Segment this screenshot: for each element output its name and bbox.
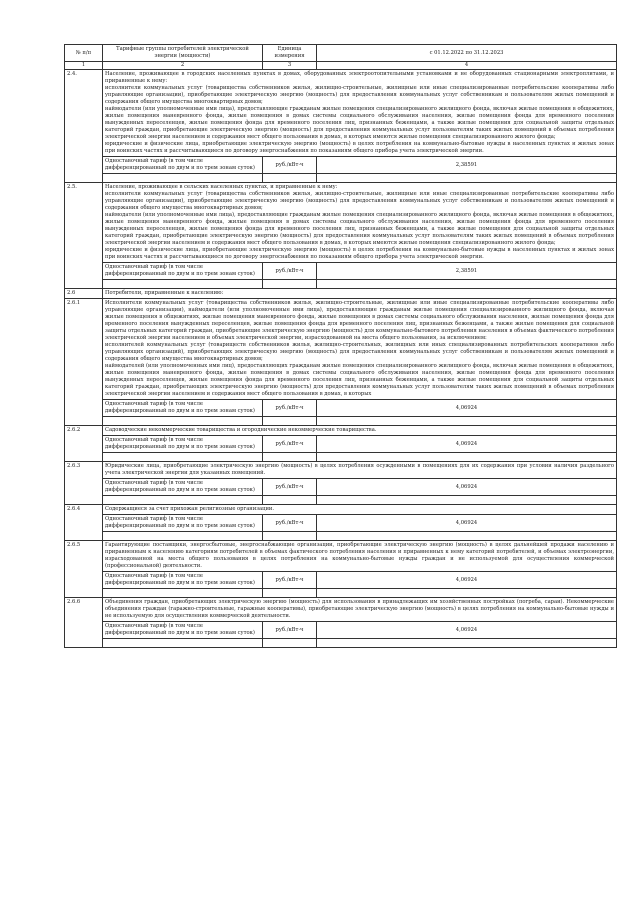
tariff-table xyxy=(64,44,617,648)
section-description xyxy=(103,299,617,400)
spacer-row xyxy=(65,496,617,505)
spacer-row xyxy=(65,532,617,541)
tariff-value: 4,06924 xyxy=(317,479,617,496)
description-paragraph: наймодатели (или уполномоченные ими лица), предоставляющие гражданам жилые помещения специализированного жилищного фонда, включая жилые помещения в общежитиях, жилые помещения маневренного фонда, жилые помещения в домах системы социального обслуживания населения, жилые помещения фонда для временного поселения вынужденных переселенцев, жилые помещения фонда для временного поселения лиц, признанных беженцами, а также жилые помещения для социальной защиты отдельных категорий граждан, приобретающие электрическую энергию (мощность) для предоставления коммунальных услуг пользователям таких жилых помещений в объемах потребления электрической энергии населением и содержания мест общего пользования в домах, в которых имеются жилые помещения специализированного жилого фонда; xyxy=(105,212,614,246)
description-paragraph: наймодателей (или уполномоченных ими лиц), предоставляющих гражданам жилые помещения специализированного жилищного фонда, включая жилые помещения в общежитиях, жилые помещения маневренного фонда, жилые помещения в домах системы социального обслуживания населения, жилые помещения фонда для временного поселения вынужденных переселенцев, жилые помещения фонда для временного поселения лиц, признанных беженцами, а также жилые помещения для социальной защиты отдельных категорий граждан, приобретающих электрическую энергию (мощность) для предоставления коммунальных услуг пользователям таких жилых помещений в объемах потребления электрической энергии населением и содержания мест общего пользования в домах, в которых xyxy=(105,363,614,397)
tariff-table-body xyxy=(65,45,617,648)
spacer-cell xyxy=(317,280,617,289)
spacer-cell xyxy=(317,417,617,426)
section-number: 2.4. xyxy=(65,70,103,183)
tariff-row xyxy=(65,436,617,453)
tariff-value: 4,06924 xyxy=(317,436,617,453)
tariff-name: Одноставочный тариф (в том числе дифференцированный по двум и по трем зонам суток) xyxy=(103,515,263,532)
spacer-cell xyxy=(103,453,263,462)
section-description-row xyxy=(65,462,617,479)
section-description xyxy=(103,426,617,436)
description-paragraph: Садоводческие некоммерческие товарищества и огороднические некоммерческие товарищества. xyxy=(105,427,377,433)
tariff-unit: руб./кВт·ч xyxy=(263,622,317,639)
tariff-name: Одноставочный тариф (в том числе дифференцированный по двум и по трем зонам суток) xyxy=(103,436,263,453)
description-paragraph: Гарантирующие поставщики, энергосбытовые, энергоснабжающие организации, приобретающие электрическую энергию (мощность) в целях дальнейшей продажи населению и приравненным к населению категориям потребителей в объемах фактического потребления населения и приравненных к нему категорий потребителей, и объемах электроэнергии, израсходованной на места общего пользования в целях потребления на коммунально-бытовые нужды граждан и не используемой для осуществления коммерческой (профессиональной) деятельности. xyxy=(105,542,614,569)
tariff-name: Одноставочный тариф (в том числе дифференцированный по двум и по трем зонам суток) xyxy=(103,622,263,639)
spacer-cell xyxy=(263,532,317,541)
spacer-cell xyxy=(103,532,263,541)
section-description-row xyxy=(65,541,617,572)
table-header-row xyxy=(65,45,617,62)
section-description-row xyxy=(65,426,617,436)
tariff-value: 4,06924 xyxy=(317,515,617,532)
section-number: 2.6.1 xyxy=(65,299,103,426)
tariff-value: 2,38591 xyxy=(317,263,617,280)
tariff-value: 2,38591 xyxy=(317,157,617,174)
tariff-row xyxy=(65,572,617,589)
tariff-unit: руб./кВт·ч xyxy=(263,572,317,589)
section-description-row xyxy=(65,70,617,157)
tariff-unit: руб./кВт·ч xyxy=(263,515,317,532)
description-paragraph: Исполнители коммунальных услуг (товарищества собственников жилья, жилищно-строительные, жилищные или иные специализированные потребительские кооперативы либо управляющие организации), наймодатели (или уполномоченные ими лица), предоставляющие гражданам жилые помещения специализированного жилищного фонда, включая жилые помещения в общежитиях, жилые помещения маневренного фонда, жилые помещения в домах системы социального обслуживания населения, жилые помещения фонда для временного поселения вынужденных переселенцев, жилые помещения фонда для временного поселения лиц, признанных беженцами, а также жилые помещения для социальной защиты отдельных категорий граждан, приобретающие электрическую энергию (мощность) для коммунально-бытового потребления населения в объемах фактического потребления электрической энергии населением и объемах электрической энергии, израсходованной на места общего пользования, за исключением: xyxy=(105,300,614,341)
column-index: 3 xyxy=(263,62,317,70)
section-number: 2.6 xyxy=(65,289,103,299)
description-paragraph: юридические и физические лица, приобретающие электрическую энергию (мощность) в целях потребления на коммунально-бытовые нужды в населенных пунктах и жилых зонах при воинских частях и рассчитывающиеся по договору энергоснабжения по показаниям общего прибора учета электрической энергии. xyxy=(105,141,614,154)
section-heading-row xyxy=(65,289,617,299)
spacer-cell xyxy=(317,639,617,648)
tariff-unit: руб./кВт·ч xyxy=(263,436,317,453)
spacer-cell xyxy=(103,174,263,183)
tariff-name: Одноставочный тариф (в том числе дифференцированный по двум и по трем зонам суток) xyxy=(103,572,263,589)
spacer-cell xyxy=(263,496,317,505)
tariff-row xyxy=(65,515,617,532)
spacer-cell xyxy=(263,174,317,183)
spacer-cell xyxy=(103,589,263,598)
spacer-cell xyxy=(317,532,617,541)
spacer-cell xyxy=(317,174,617,183)
spacer-cell xyxy=(263,453,317,462)
tariff-name: Одноставочный тариф (в том числе дифференцированный по двум и по трем зонам суток) xyxy=(103,263,263,280)
description-paragraph: исполнителей коммунальных услуг (товариществ собственников жилья, жилищно-строительных, жилищных или иных специализированных потребительских кооперативов либо управляющих организаций), приобретающих электрическую энергию (мощность) для предоставления коммунальных услуг собственникам и пользователям жилых помещений и содержания общего имущества многоквартирных домов; xyxy=(105,342,614,362)
section-number: 2.6.6 xyxy=(65,598,103,648)
section-description xyxy=(103,462,617,479)
tariff-row xyxy=(65,157,617,174)
spacer-cell xyxy=(317,453,617,462)
description-paragraph: юридические и физические лица, приобретающие электрическую энергию (мощность) в целях потребления на коммунально-бытовые нужды в населенных пунктах и жилых зонах при воинских частях и рассчитывающиеся по договору энергоснабжения по показаниям общего прибора учета электрической энергии. xyxy=(105,247,614,260)
column-index: 1 xyxy=(65,62,103,70)
spacer-row xyxy=(65,453,617,462)
spacer-row xyxy=(65,280,617,289)
tariff-row xyxy=(65,400,617,417)
tariff-unit: руб./кВт·ч xyxy=(263,263,317,280)
section-description xyxy=(103,183,617,263)
description-paragraph: исполнители коммунальных услуг (товарищества собственников жилья, жилищно-строительные, жилищные или иные специализированные потребительские кооперативы либо управляющие организации), приобретающие электрическую энергию (мощность) для предоставления коммунальных услуг собственникам и пользователям жилых помещений и содержания общего имущества многоквартирных домов; xyxy=(105,191,614,211)
section-number: 2.5. xyxy=(65,183,103,289)
tariff-row xyxy=(65,479,617,496)
spacer-cell xyxy=(317,496,617,505)
column-index-row xyxy=(65,62,617,70)
header-num: № п/п xyxy=(65,45,103,62)
tariff-name: Одноставочный тариф (в том числе дифференцированный по двум и по трем зонам суток) xyxy=(103,479,263,496)
section-number: 2.6.5 xyxy=(65,541,103,598)
description-paragraph: Юридические лица, приобретающие электрическую энергию (мощность) в целях потребления осужденными в помещениях для их содержания при условии наличия раздельного учета электрической энергии для указанных помещений. xyxy=(105,463,614,476)
spacer-cell xyxy=(103,496,263,505)
section-heading: Потребители, приравненные к населению: xyxy=(103,289,617,299)
tariff-unit: руб./кВт·ч xyxy=(263,157,317,174)
header-unit: Единица измерения xyxy=(263,45,317,62)
tariff-name: Одноставочный тариф (в том числе дифференцированный по двум и по трем зонам суток) xyxy=(103,400,263,417)
tariff-value: 4,06924 xyxy=(317,400,617,417)
description-paragraph: исполнители коммунальных услуг (товарищества собственников жилья, жилищно-строительные, жилищные или иные специализированные потребительские кооперативы либо управляющие организации), приобретающие электрическую энергию (мощность) для предоставления коммунальных услуг собственникам и пользователям жилых помещений и содержания общего имущества многоквартирных домов; xyxy=(105,85,614,105)
spacer-row xyxy=(65,589,617,598)
spacer-cell xyxy=(263,639,317,648)
section-description xyxy=(103,598,617,622)
spacer-row xyxy=(65,639,617,648)
section-description-row xyxy=(65,505,617,515)
description-paragraph: Население, проживающее в городских населенных пунктах в домах, оборудованных электроотопительными установками и не оборудованных стационарными электроплитами, и приравненные к нему: xyxy=(105,71,614,84)
tariff-unit: руб./кВт·ч xyxy=(263,400,317,417)
spacer-cell xyxy=(103,280,263,289)
tariff-value: 4,06924 xyxy=(317,572,617,589)
section-number: 2.6.4 xyxy=(65,505,103,541)
description-paragraph: Объединения граждан, приобретающих электрическую энергию (мощность) для использования в принадлежащих им хозяйственных постройках (погреба, сараи). Некоммерческие объединения граждан (гаражно-строительные, гаражные кооперативы), приобретающие электрическую энергию (мощность) в целях потребления на коммунально-бытовые нужды и не используемую для осуществления коммерческой деятельности. xyxy=(105,599,614,619)
section-description xyxy=(103,505,617,515)
header-period: с 01.12.2022 по 31.12.2023 xyxy=(317,45,617,62)
description-paragraph: наймодатели (или уполномоченные ими лица), предоставляющие гражданам жилые помещения специализированного жилищного фонда, включая жилые помещения в общежитиях, жилые помещения маневренного фонда, жилые помещения в домах системы социального обслуживания населения, жилые помещения фонда для временного поселения вынужденных переселенцев, жилые помещения фонда для временного поселения лиц, признанных беженцами, а также жилые помещения для социальной защиты отдельных категорий граждан, приобретающие электрическую энергию (мощность) для предоставления коммунальных услуг пользователям таких жилых помещений в объемах потребления электрической энергии населением и содержания мест общего пользования в домах, в которых имеются жилые помещения специализированного жилого фонда; xyxy=(105,106,614,140)
tariff-row xyxy=(65,622,617,639)
spacer-cell xyxy=(263,589,317,598)
spacer-cell xyxy=(317,589,617,598)
description-paragraph: Население, проживающее в сельских населенных пунктах, и приравненные к нему: xyxy=(105,184,338,190)
section-number: 2.6.2 xyxy=(65,426,103,462)
spacer-row xyxy=(65,174,617,183)
spacer-cell xyxy=(263,280,317,289)
tariff-unit: руб./кВт·ч xyxy=(263,479,317,496)
tariff-value: 4,06924 xyxy=(317,622,617,639)
section-description xyxy=(103,70,617,157)
section-description-row xyxy=(65,299,617,400)
tariff-name: Одноставочный тариф (в том числе дифференцированный по двум и по трем зонам суток) xyxy=(103,157,263,174)
section-number: 2.6.3 xyxy=(65,462,103,505)
column-index: 2 xyxy=(103,62,263,70)
section-description xyxy=(103,541,617,572)
description-paragraph: Содержащиеся за счет прихожан религиозные организации. xyxy=(105,506,275,512)
spacer-row xyxy=(65,417,617,426)
section-description-row xyxy=(65,598,617,622)
column-index: 4 xyxy=(317,62,617,70)
tariff-row xyxy=(65,263,617,280)
spacer-cell xyxy=(103,639,263,648)
section-description-row xyxy=(65,183,617,263)
spacer-cell xyxy=(103,417,263,426)
header-name: Тарифные группы потребителей электрической энергии (мощности) xyxy=(103,45,263,62)
spacer-cell xyxy=(263,417,317,426)
